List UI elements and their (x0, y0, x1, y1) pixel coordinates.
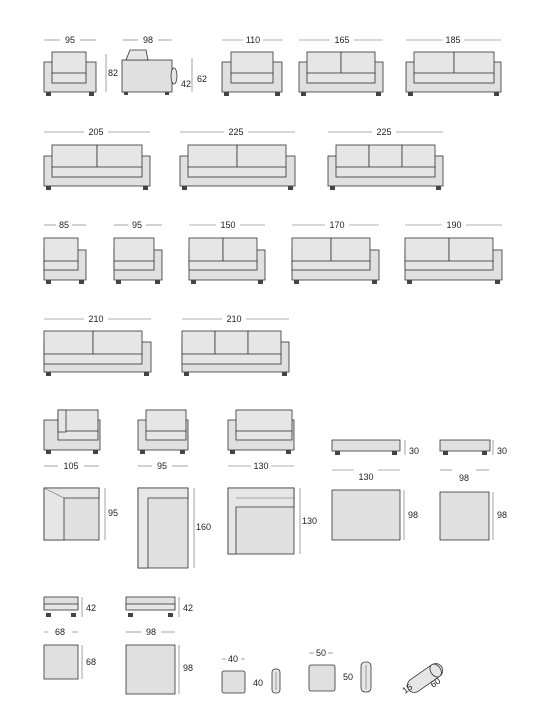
sofa-225 (180, 127, 295, 190)
width-label: 185 (445, 35, 461, 45)
diameter-label: 15 (400, 681, 415, 696)
width-label: 85 (58, 220, 70, 230)
chaise-front-3 (228, 410, 294, 454)
depth-label: 95 (108, 508, 119, 518)
plan-105 (44, 461, 118, 540)
width-label: 95 (156, 461, 168, 471)
chaise-front-2 (138, 410, 188, 454)
row-5 (44, 410, 507, 456)
height-label: 30 (497, 446, 508, 456)
plan-95 (138, 461, 211, 568)
ottoman-68-side (44, 597, 96, 617)
corner-95 (114, 220, 162, 284)
width-label: 205 (88, 127, 104, 137)
width-label: 190 (446, 220, 462, 230)
width-label: 130 (253, 461, 269, 471)
height-label: 30 (409, 446, 420, 456)
width-label: 95 (64, 35, 76, 45)
ottoman-98-side (126, 597, 193, 617)
sofa-185 (406, 35, 501, 96)
width-label: 130 (358, 472, 374, 482)
sofa-170 (292, 220, 379, 284)
width-label: 105 (63, 461, 79, 471)
width-label: 95 (131, 220, 143, 230)
row-7 (44, 597, 193, 617)
width-label: 170 (329, 220, 345, 230)
sofa-205 (44, 127, 150, 190)
ottoman-98-plan (126, 627, 193, 694)
sofa-225-three-seat (328, 127, 443, 190)
cushion-40 (222, 654, 280, 693)
width-label: 110 (245, 35, 261, 45)
row-1 (44, 35, 501, 96)
sofa-210 (44, 314, 151, 376)
width-label: 225 (228, 127, 244, 137)
sofa-165 (299, 35, 383, 96)
corner-85 (44, 220, 86, 284)
depth-label: 98 (183, 663, 194, 673)
sofa-190 (405, 220, 502, 284)
width-label: 98 (142, 35, 154, 45)
depth-label: 160 (196, 522, 212, 532)
depth-label: 130 (302, 516, 318, 526)
row-8 (44, 627, 445, 696)
width-label: 210 (88, 314, 104, 324)
height-label: 40 (253, 678, 264, 688)
length-label: 60 (428, 675, 443, 690)
row-3 (44, 220, 502, 284)
row-2 (44, 127, 443, 190)
width-label: 98 (458, 473, 470, 483)
height-label: 62 (197, 74, 208, 84)
plan-bench-98 (440, 470, 507, 540)
height-label: 42 (86, 603, 97, 613)
row-6 (44, 461, 507, 568)
sofa-150 (189, 220, 265, 284)
ottoman-68-plan (44, 627, 96, 679)
plan-130 (228, 461, 317, 554)
width-label: 50 (315, 648, 327, 658)
height-label: 82 (108, 68, 119, 78)
depth-label: 98 (497, 510, 508, 520)
chaise-front-1 (44, 410, 100, 454)
seat-height-label: 42 (181, 79, 192, 89)
bench-98 (440, 440, 507, 456)
width-label: 68 (54, 627, 66, 637)
height-label: 50 (343, 672, 354, 682)
bolster-cushion (400, 661, 445, 696)
bench-130 (332, 440, 419, 456)
sofa-210-three-seat (182, 314, 289, 376)
width-label: 210 (226, 314, 242, 324)
width-label: 150 (220, 220, 236, 230)
cushion-50 (309, 648, 371, 692)
plan-bench-130 (332, 470, 418, 540)
width-label: 40 (227, 654, 239, 664)
height-label: 42 (183, 603, 194, 613)
armchair-110 (222, 35, 283, 96)
width-label: 165 (334, 35, 350, 45)
width-label: 98 (145, 627, 157, 637)
depth-label: 68 (86, 657, 97, 667)
row-4 (44, 314, 289, 376)
width-label: 225 (376, 127, 392, 137)
depth-label: 98 (408, 510, 419, 520)
armchair-side-98 (122, 35, 207, 95)
armchair-95 (44, 35, 118, 96)
